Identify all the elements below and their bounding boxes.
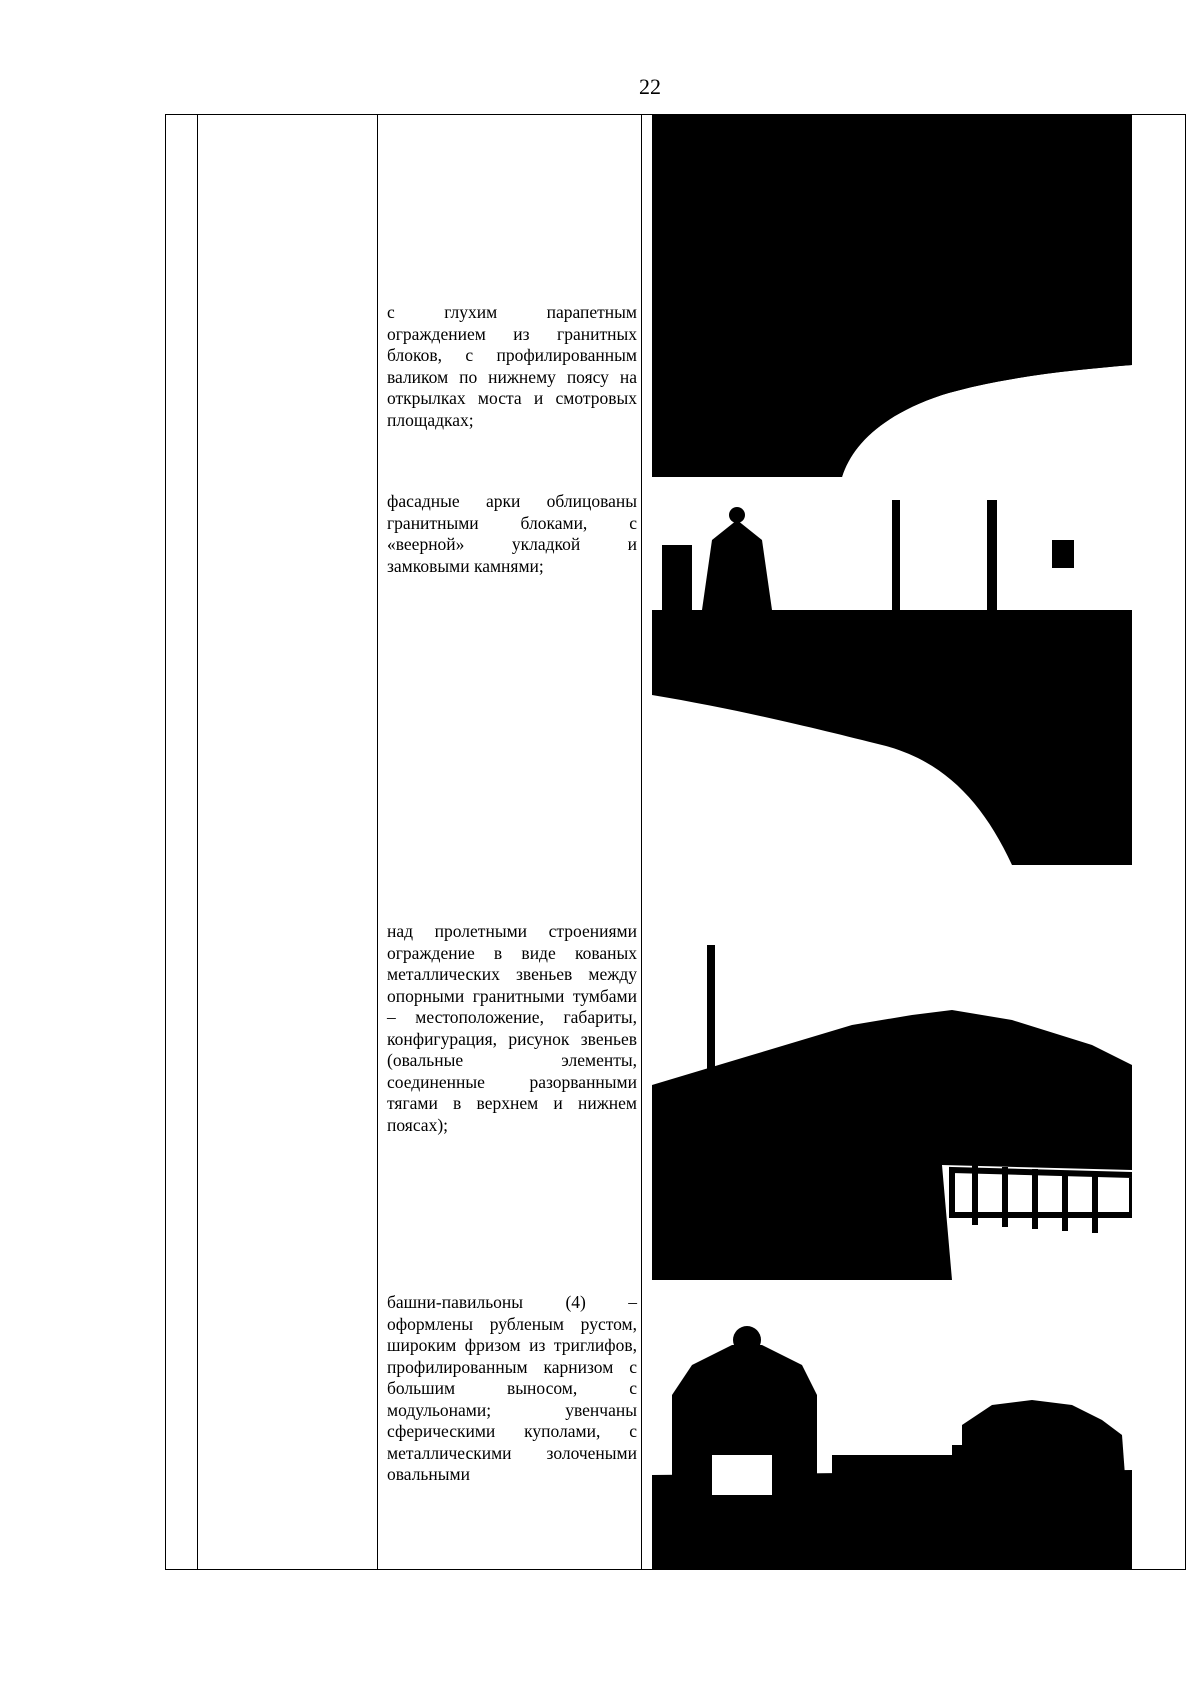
photo-tower-pavilions xyxy=(652,1305,1132,1570)
photo-bridge-arches xyxy=(652,500,1132,865)
page-number: 22 xyxy=(639,74,661,99)
photo-bridge-parapet xyxy=(652,115,1132,477)
column-divider-3 xyxy=(641,115,642,1569)
column-divider-2 xyxy=(377,115,378,1569)
photo-bridge-railing xyxy=(652,915,1132,1280)
paragraph-parapet: с глухим парапетным ограждением из гранитных блоков, с профилированным валиком по нижнему поясу на открылках моста и смотровых площадках; xyxy=(387,302,637,430)
paragraph-railing: над пролетными строениями ограждение в виде кованых металлических звеньев между опорными гранитными тумбами – местоположение, габариты, конфигурация, рисунок звеньев (овальные элементы, соединенные разорванными тягами в верхнем и нижнем поясах); xyxy=(387,921,637,1135)
column-divider-1 xyxy=(197,115,198,1569)
paragraph-arches: фасадные арки облицованы гранитными блоками, с «веерной» укладкой и замковыми камнями; xyxy=(387,491,637,576)
paragraph-pavilions: башни-павильоны (4) – оформлены рубленым рустом, широким фризом из триглифов, профилированным карнизом с большим выносом, с модульонами; увенчаны сферическими куполами, с металлическими золочеными овальными xyxy=(387,1292,637,1484)
